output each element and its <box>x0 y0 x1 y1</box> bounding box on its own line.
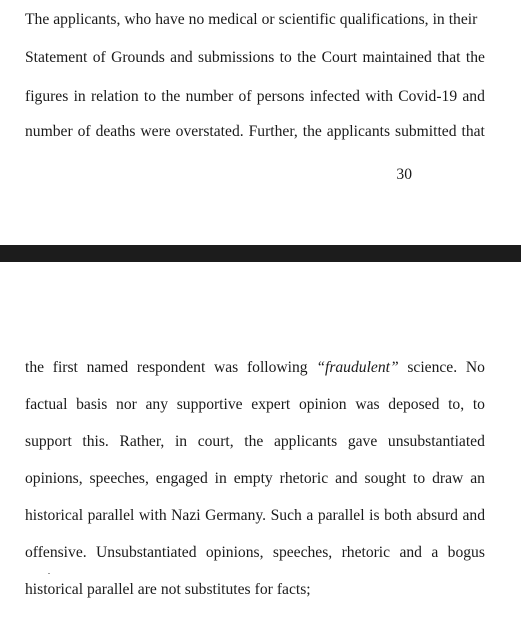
word: support <box>25 433 72 450</box>
word: Germany. <box>205 507 267 524</box>
text-line <box>25 395 485 415</box>
word: in <box>214 470 227 487</box>
word: sought <box>364 470 407 487</box>
word: Court <box>321 49 358 66</box>
word: respondent <box>136 359 206 376</box>
word: Grounds <box>111 49 165 66</box>
word: substitutes <box>184 581 251 598</box>
word: infected <box>309 88 360 105</box>
word: speeches, <box>272 544 333 561</box>
text-line <box>25 10 485 30</box>
word: opinions, <box>205 544 264 561</box>
word: parallel <box>87 507 135 524</box>
text-line <box>25 506 485 526</box>
word: to <box>472 396 485 413</box>
word: engaged <box>155 470 208 487</box>
word: Unsubstantiated <box>96 544 197 561</box>
word: qualifications, <box>339 11 429 28</box>
word: applicants, <box>53 11 121 28</box>
word: Rather, <box>119 433 165 450</box>
text-line <box>25 87 485 107</box>
word: speeches, <box>89 470 149 487</box>
word: persons <box>256 88 305 105</box>
document-page-bottom <box>0 262 521 618</box>
word: science. <box>407 359 458 376</box>
word: have <box>155 11 185 28</box>
word: an <box>470 470 485 487</box>
word: Further, <box>248 123 298 140</box>
scan-speck <box>48 573 50 574</box>
word: rhetoric <box>341 544 391 561</box>
word: offensive. <box>25 544 87 561</box>
word: of <box>92 49 106 66</box>
word: and <box>170 49 193 66</box>
word: the <box>302 123 322 140</box>
word: the <box>244 433 264 450</box>
word: in <box>432 11 445 28</box>
word: was <box>355 396 380 413</box>
word: that <box>437 49 461 66</box>
word: was <box>214 359 239 376</box>
word: opinion <box>298 396 347 413</box>
text-line <box>25 48 485 68</box>
word: with <box>138 507 167 524</box>
word: a <box>431 544 439 561</box>
word: supportive <box>176 396 243 413</box>
word: nor <box>116 396 137 413</box>
word: to <box>143 88 157 105</box>
word: the <box>25 359 45 376</box>
word: empty <box>233 470 273 487</box>
word: of <box>77 123 91 140</box>
text-line <box>25 122 485 142</box>
word: to <box>279 49 292 66</box>
word: No <box>465 359 485 376</box>
word: scientific <box>278 11 336 28</box>
word: applicants <box>273 433 338 450</box>
word: submitted <box>395 123 457 140</box>
word: number <box>185 88 234 105</box>
word: The <box>25 11 50 28</box>
word: maintained <box>362 49 432 66</box>
text-line <box>25 580 485 600</box>
word: “fraudulent” <box>316 359 399 376</box>
word: who <box>124 11 152 28</box>
word: Statement <box>25 49 88 66</box>
word: Such <box>270 507 302 524</box>
word: court, <box>197 433 234 450</box>
word: parallel <box>317 507 365 524</box>
word: are <box>137 581 157 598</box>
word: to, <box>448 396 465 413</box>
word: parallel <box>87 581 134 598</box>
word: deposed <box>388 396 440 413</box>
word: the <box>161 88 181 105</box>
word: and <box>335 470 358 487</box>
word: rhetoric <box>279 470 329 487</box>
word: the <box>465 49 485 66</box>
text-line <box>25 358 485 378</box>
word: basis <box>76 396 108 413</box>
word: a <box>306 507 314 524</box>
word: opinions, <box>25 470 83 487</box>
word: unsubstantiated <box>387 433 485 450</box>
word: the <box>297 49 317 66</box>
word: bogus <box>447 544 485 561</box>
text-line <box>25 469 485 489</box>
word: their <box>448 11 478 28</box>
word: not <box>160 581 181 598</box>
word: in <box>174 433 188 450</box>
word: no <box>188 11 205 28</box>
word: for <box>254 581 273 598</box>
word: of <box>238 88 252 105</box>
word: with <box>365 88 393 105</box>
word: draw <box>432 470 464 487</box>
word: factual <box>25 396 68 413</box>
word: and <box>462 507 485 524</box>
word: overstated. <box>175 123 244 140</box>
word: absurd <box>416 507 458 524</box>
document-page-top <box>0 0 521 245</box>
word: gave <box>347 433 378 450</box>
word: is <box>369 507 380 524</box>
word: relation <box>90 88 139 105</box>
page-separator <box>0 245 521 262</box>
word: facts; <box>276 581 311 598</box>
word: or <box>261 11 275 28</box>
text-line <box>25 432 485 452</box>
word: historical <box>25 581 84 598</box>
word: first <box>52 359 78 376</box>
word: expert <box>251 396 291 413</box>
word: named <box>86 359 129 376</box>
text-line <box>25 543 485 563</box>
word: to <box>413 470 426 487</box>
word: and <box>399 544 422 561</box>
page-number-text: 30 <box>396 166 412 183</box>
word: historical <box>25 507 84 524</box>
word: Covid-19 <box>398 88 458 105</box>
word: Nazi <box>171 507 201 524</box>
word: applicants <box>326 123 391 140</box>
word: in <box>73 88 86 105</box>
word: deaths <box>95 123 136 140</box>
word: medical <box>208 11 258 28</box>
word: following <box>246 359 308 376</box>
word: were <box>140 123 171 140</box>
word: this. <box>82 433 109 450</box>
word: both <box>384 507 412 524</box>
word: and <box>462 88 485 105</box>
word: any <box>145 396 169 413</box>
page-number <box>0 165 412 185</box>
word: figures <box>25 88 69 105</box>
word: that <box>461 123 485 140</box>
word: submissions <box>198 49 275 66</box>
word: number <box>25 123 73 140</box>
